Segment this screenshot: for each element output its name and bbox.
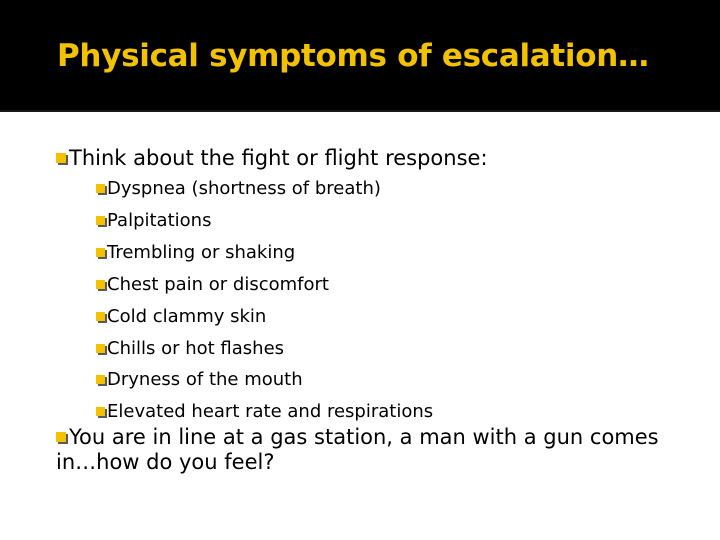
sub-bullet-text: Cold clammy skin — [107, 306, 267, 327]
sub-bullet-chills — [96, 338, 284, 359]
slide-title: Physical symptoms of escalation… — [57, 38, 649, 74]
square-bullet-icon — [96, 344, 105, 353]
sub-bullet-text: Dyspnea (shortness of breath) — [107, 178, 381, 199]
sub-bullet-dry-mouth — [96, 369, 303, 390]
square-bullet-icon — [96, 248, 105, 257]
sub-bullet-text: Chest pain or discomfort — [107, 274, 329, 295]
square-bullet-icon — [96, 312, 105, 321]
sub-bullet-text: Elevated heart rate and respirations — [107, 401, 434, 422]
square-bullet-icon — [96, 407, 105, 416]
square-bullet-icon — [96, 375, 105, 384]
bullet-point-scenario — [56, 425, 676, 475]
sub-bullet-text: Trembling or shaking — [107, 242, 296, 263]
sub-bullet-cold-clammy-skin — [96, 306, 266, 327]
square-bullet-icon — [96, 184, 105, 193]
scenario-text: You are in line at a gas station, a man with a gun comes in…how do you feel? — [56, 425, 659, 474]
sub-bullet-text: Palpitations — [107, 210, 212, 231]
sub-bullet-palpitations — [96, 210, 211, 231]
sub-bullet-trembling — [96, 242, 295, 263]
bullet-text: Think about the fight or flight response: — [69, 146, 488, 170]
square-bullet-icon — [56, 153, 66, 163]
sub-bullet-text: Chills or hot flashes — [107, 338, 285, 359]
square-bullet-icon — [56, 432, 66, 442]
sub-bullet-heart-rate — [96, 401, 433, 422]
sub-bullet-dyspnea — [96, 178, 381, 199]
square-bullet-icon — [96, 280, 105, 289]
square-bullet-icon — [96, 216, 105, 225]
bullet-point-fight-or-flight — [56, 146, 488, 170]
sub-bullet-chest-pain — [96, 274, 329, 295]
sub-bullet-text: Dryness of the mouth — [107, 369, 303, 390]
